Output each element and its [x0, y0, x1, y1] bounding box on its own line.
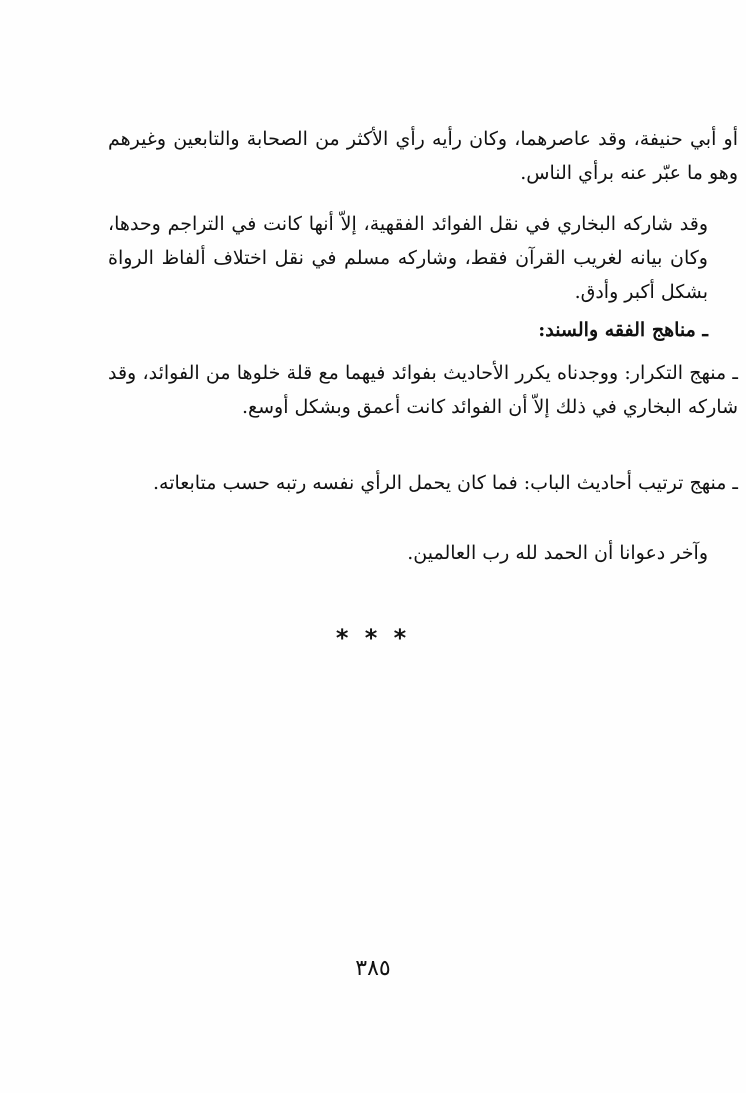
- paragraph-1: أو أبي حنيفة، وقد عاصرهما، وكان رأيه رأي الأكثر من الصحابة والتابعين وغيرهم وهو ما عبّر عنه برأي الناس.: [108, 128, 738, 184]
- paragraph-5: وآخر دعوانا أن الحمد لله رب العالمين.: [407, 542, 708, 564]
- section-separator: * * *: [335, 624, 411, 652]
- paragraph-2: وقد شاركه البخاري في نقل الفوائد الفقهية، إلاّ أنها كانت في التراجم وحدها، وكان بيانه لغريب القرآن فقط، وشاركه مسلم في نقل اختلاف ألفاظ الرواة بشكل أكبر وأدق.: [108, 213, 708, 303]
- page-number: ٣٨٥: [355, 956, 391, 981]
- paragraph-3: ـ منهج التكرار: ووجدناه يكرر الأحاديث بفوائد فيهما مع قلة خلوها من الفوائد، وقد شاركه البخاري في ذلك إلاّ أن الفوائد كانت أعمق وبشكل أوسع.: [108, 362, 738, 418]
- paragraph-4: ـ منهج ترتيب أحاديث الباب: فما كان يحمل الرأي نفسه رتبه حسب متابعاته.: [152, 472, 738, 494]
- section-heading: ـ مناهج الفقه والسند:: [538, 319, 708, 341]
